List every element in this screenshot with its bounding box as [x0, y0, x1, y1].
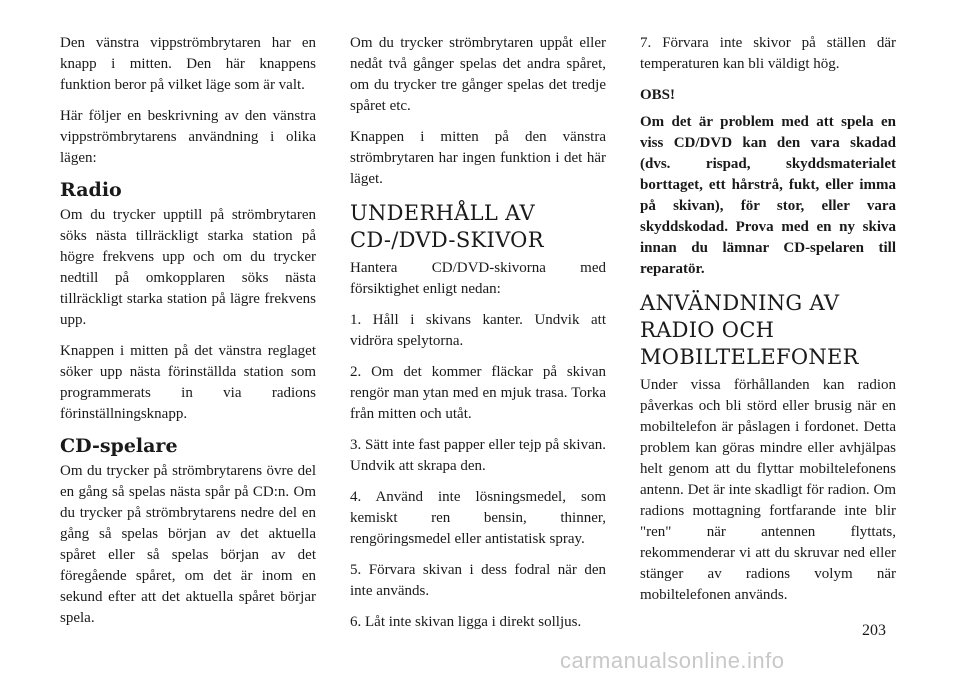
radio-paragraph-2: Knappen i mitten på det vänstra reglaget söker upp nästa förinställda station som programmerats in via radions förinställningsknapp. [60, 343, 316, 422]
maintenance-item-1: 1. Håll i skivans kanter. Undvik att vidröra spelytorna. [350, 312, 606, 349]
maintenance-item-4: 4. Använd inte lösningsmedel, som kemiskt ren bensin, thinner, rengöringsmedel eller antistatisk spray. [350, 489, 606, 547]
maintenance-intro: Hantera CD/DVD-skivorna med försiktighet enligt nedan: [350, 260, 606, 297]
note-paragraph: Om det är problem med att spela en viss CD/DVD kan den vara skadad (dvs. rispad, skyddsmaterialet borttaget, ett hårstrå, fukt, eller imma på skivan), för stor, eller vara skyddskodad. Prova med en ny skiva innan du lämnar CD-spelaren till reparatör. [640, 114, 896, 277]
intro-paragraph: Den vänstra vippströmbrytaren har en knapp i mitten. Den här knappens funktion beror på vilket läge som är valt. [60, 35, 316, 93]
maintenance-item-7: 7. Förvara inte skivor på ställen där temperaturen kan bli väldigt hög. [640, 35, 896, 72]
column-right [640, 33, 896, 616]
radio-mobile-paragraph: Under vissa förhållanden kan radion påverkas och bli störd eller brusig när en mobiltelefon är påslagen i fordonet. Detta problem kan göras mindre eller avhjälpas helt genom att du flyttar mobiltelefonens antenn. Det är inte skadligt för radion. Om radions mottagning fortfarande inte blir "ren" när antennen flyttats, rekommenderar vi att du skruvar ned eller stänger av radions volym när mobiltelefonen används. [640, 377, 896, 603]
heading-radio-mobile: ANVÄNDNING AV RADIO OCH MOBILTELEFONER [640, 291, 859, 369]
column-left [60, 33, 316, 639]
maintenance-item-2: 2. Om det kommer fläckar på skivan rengör man ytan med en mjuk trasa. Torka från mitten och utåt. [350, 364, 606, 422]
cd-player-paragraph: Om du trycker på strömbrytarens övre del en gång så spelas nästa spår på CD:n. Om du trycker på strömbrytarens nedre del en gång så spelas början av det aktuella spåret eller så spelas början av det föregående spåret, om det är inom en sekund efter att det aktuella spåret börjar spela. [60, 463, 316, 626]
maintenance-item-3: 3. Sätt inte fast papper eller tejp på skivan. Undvik att skrapa den. [350, 437, 606, 474]
watermark-text: carmanualsonline.info [560, 648, 785, 673]
column-middle [350, 33, 606, 643]
heading-radio: Radio [60, 179, 122, 201]
maintenance-item-6: 6. Låt inte skivan ligga i direkt solljus. [350, 614, 582, 630]
cd-paragraph-middle-button: Knappen i mitten på den vänstra strömbrytaren har ingen funktion i det här läget. [350, 129, 606, 187]
heading-disc-maintenance: UNDERHÅLL AV CD-/DVD-SKIVOR [350, 201, 544, 252]
heading-cd-player: CD-spelare [60, 435, 178, 457]
radio-paragraph-1: Om du trycker upptill på strömbrytaren söks nästa tillräckligt starka station på högre frekvens upp och om du trycker nedtill på omkopplaren söks nästa tillräckligt starka station på lägre frekvens upp. [60, 207, 316, 328]
cd-paragraph-continued: Om du trycker strömbrytaren uppåt eller nedåt två gånger spelas det andra spåret, om du trycker tre gånger spelas det tredje spåret etc. [350, 35, 606, 114]
note-label: OBS! [640, 87, 676, 103]
page-number: 203 [862, 622, 886, 639]
maintenance-item-5: 5. Förvara skivan i dess fodral när den inte används. [350, 562, 606, 599]
description-paragraph: Här följer en beskrivning av den vänstra vippströmbrytarens användning i olika lägen: [60, 108, 316, 166]
